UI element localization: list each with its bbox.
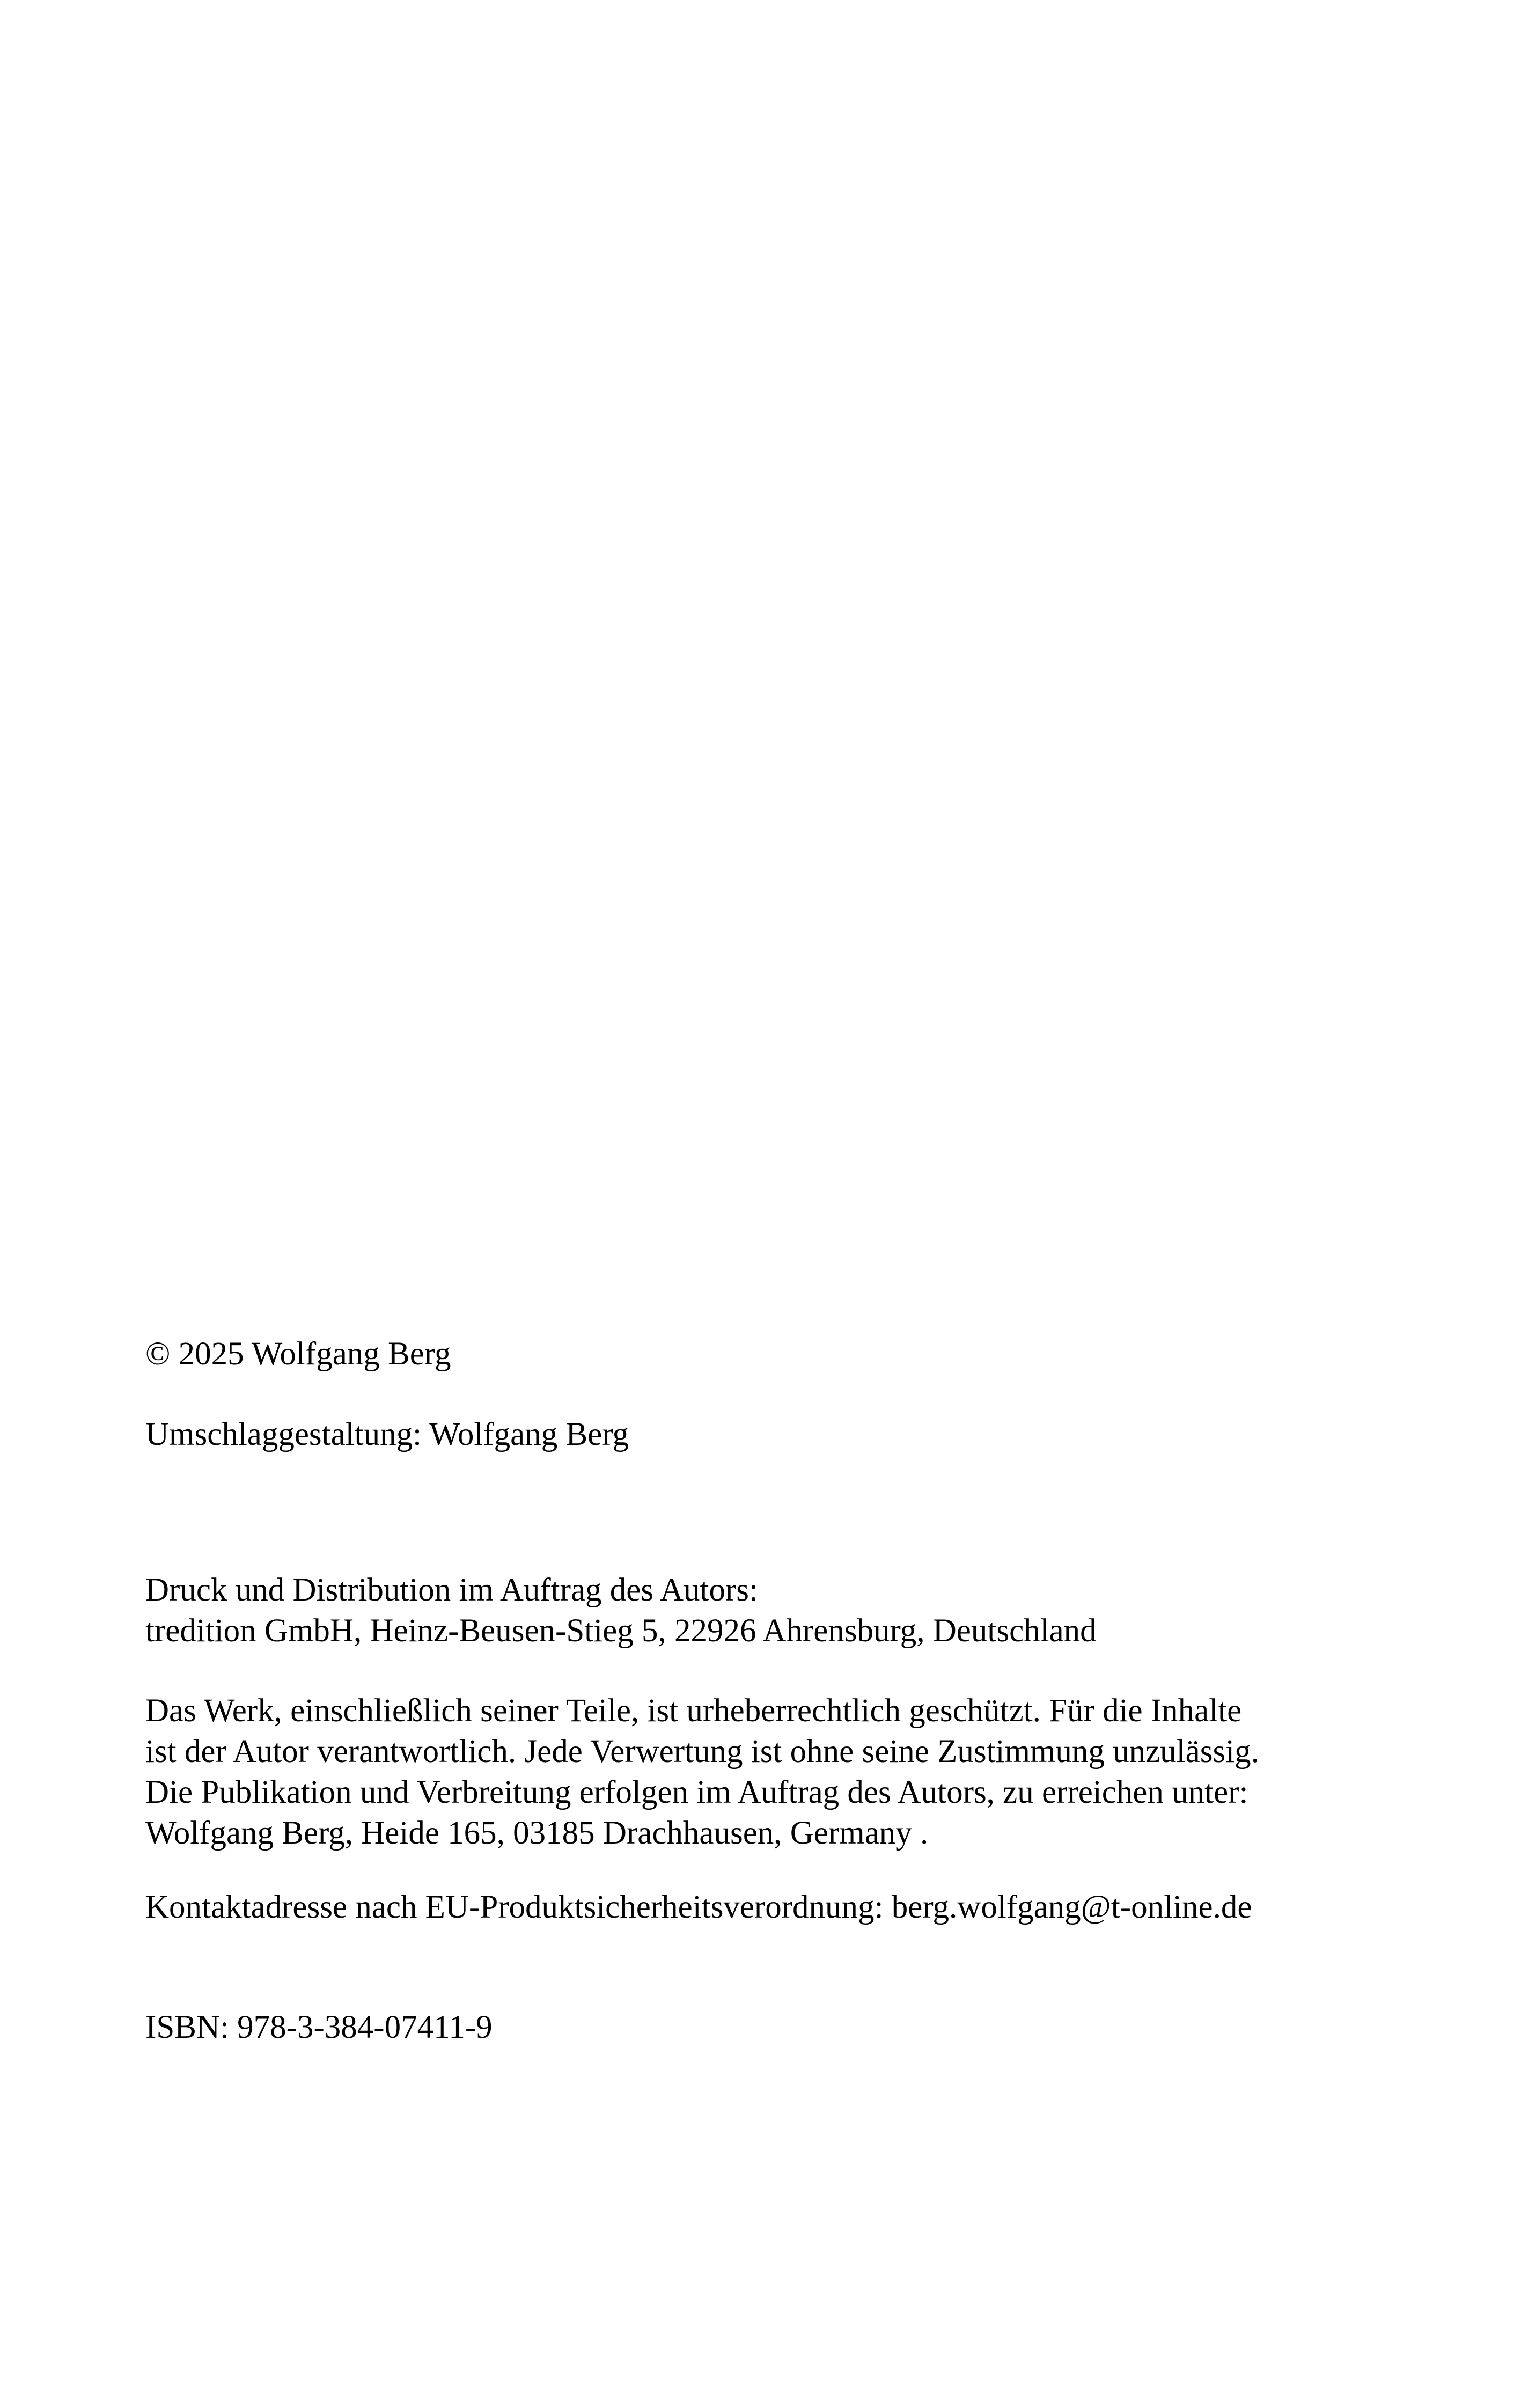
- copyright-notice: [145, 1334, 451, 1375]
- contact-address: [145, 1887, 1252, 1928]
- isbn-line: ISBN: 978-3-384-07411-9: [145, 2009, 493, 2045]
- rights-line-4: Wolfgang Berg, Heide 165, 03185 Drachhausen, Germany .: [145, 1815, 929, 1851]
- rights-line-3: Die Publikation und Verbreitung erfolgen im Auftrag des Autors, zu erreichen unter:: [145, 1774, 1248, 1810]
- rights-line-2: ist der Autor verantwortlich. Jede Verwertung ist ohne seine Zustimmung unzulässig.: [145, 1734, 1259, 1770]
- printing-line-2: tredition GmbH, Heinz-Beusen-Stieg 5, 22926 Ahrensburg, Deutschland: [145, 1613, 1097, 1649]
- copyright-line: © 2025 Wolfgang Berg: [145, 1336, 451, 1372]
- rights-line-1: Das Werk, einschließlich seiner Teile, ist urheberrechtlich geschützt. Für die Inhalte: [145, 1693, 1242, 1729]
- contact-line: Kontaktadresse nach EU-Produktsicherheitsverordnung: berg.wolfgang@t-online.de: [145, 1889, 1252, 1925]
- rights-statement: [145, 1691, 1259, 1854]
- printing-line-1: Druck und Distribution im Auftrag des Autors:: [145, 1572, 758, 1608]
- cover-design-line: Umschlaggestaltung: Wolfgang Berg: [145, 1416, 629, 1452]
- cover-design-credit: [145, 1414, 629, 1455]
- printing-distribution: [145, 1570, 1097, 1651]
- isbn: [145, 2007, 493, 2048]
